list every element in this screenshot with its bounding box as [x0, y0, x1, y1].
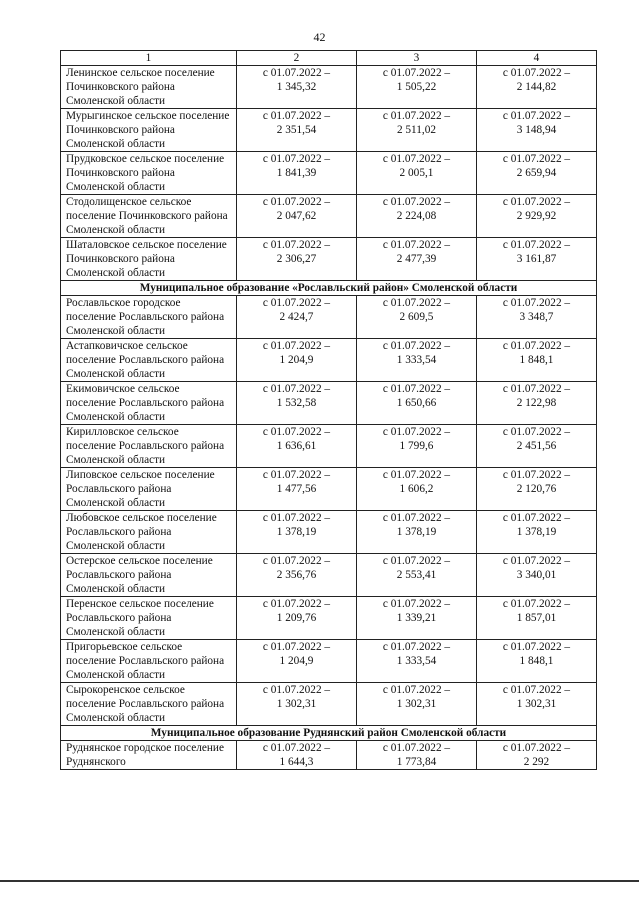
tariff-date: с 01.07.2022 –	[262, 469, 331, 481]
tariff-value: 2 929,92	[516, 210, 557, 222]
tariff-date: с 01.07.2022 –	[502, 67, 571, 79]
tariff-value: 1 333,54	[396, 655, 437, 667]
tariff-date: с 01.07.2022 –	[262, 153, 331, 165]
tariff-value: 2 553,41	[396, 569, 437, 581]
tariff-date: с 01.07.2022 –	[262, 426, 331, 438]
settlement-name: Кирилловское сельское поселение Рославльского района Смоленской области	[61, 425, 237, 468]
tariff-cell-4	[477, 152, 597, 195]
tariff-date: с 01.07.2022 –	[502, 383, 571, 395]
tariff-cell-2	[237, 683, 357, 726]
section-heading: Муниципальное образование Руднянский район Смоленской области	[61, 726, 597, 741]
tariff-cell-3	[357, 152, 477, 195]
tariff-cell-2	[237, 468, 357, 511]
tariff-value: 2 047,62	[276, 210, 317, 222]
settlement-name: Перенское сельское поселение Рославльского района Смоленской области	[61, 597, 237, 640]
settlement-name: Стодолищенское сельское поселение Починковского района Смоленской области	[61, 195, 237, 238]
tariff-cell-3	[357, 640, 477, 683]
tariff-value: 1 636,61	[276, 440, 317, 452]
table-row	[61, 425, 597, 468]
tariff-cell-2	[237, 425, 357, 468]
tariff-value: 1 841,39	[276, 167, 317, 179]
tariff-value: 1 799,6	[399, 440, 434, 452]
tariff-date: с 01.07.2022 –	[382, 742, 451, 754]
tariff-cell-4	[477, 296, 597, 339]
tariff-date: с 01.07.2022 –	[262, 512, 331, 524]
tariff-date: с 01.07.2022 –	[382, 469, 451, 481]
tariff-cell-4	[477, 597, 597, 640]
tariff-date: с 01.07.2022 –	[382, 641, 451, 653]
tariff-date: с 01.07.2022 –	[502, 239, 571, 251]
tariff-date: с 01.07.2022 –	[502, 426, 571, 438]
tariff-value: 2 306,27	[276, 253, 317, 265]
settlement-name: Руднянское городское поселение Руднянского	[61, 741, 237, 770]
tariff-cell-4	[477, 66, 597, 109]
table-row	[61, 741, 597, 770]
settlement-name: Пригорьевское сельское поселение Рославльского района Смоленской области	[61, 640, 237, 683]
tariff-cell-4	[477, 339, 597, 382]
tariff-table	[60, 50, 597, 770]
table-row	[61, 511, 597, 554]
tariff-cell-4	[477, 640, 597, 683]
tariff-cell-2	[237, 741, 357, 770]
settlement-name: Екимовичское сельское поселение Рославльского района Смоленской области	[61, 382, 237, 425]
tariff-cell-4	[477, 109, 597, 152]
tariff-cell-2	[237, 152, 357, 195]
tariff-value: 2 122,98	[516, 397, 557, 409]
tariff-value: 2 356,76	[276, 569, 317, 581]
tariff-date: с 01.07.2022 –	[382, 598, 451, 610]
tariff-cell-3	[357, 296, 477, 339]
tariff-value: 2 609,5	[399, 311, 434, 323]
tariff-cell-4	[477, 468, 597, 511]
table-row	[61, 640, 597, 683]
settlement-name: Мурыгинское сельское поселение Починковского района Смоленской области	[61, 109, 237, 152]
bottom-rule	[0, 880, 639, 882]
tariff-date: с 01.07.2022 –	[382, 110, 451, 122]
tariff-value: 2 451,56	[516, 440, 557, 452]
tariff-date: с 01.07.2022 –	[502, 469, 571, 481]
tariff-value: 3 348,7	[519, 311, 554, 323]
tariff-value: 1 773,84	[396, 756, 437, 768]
tariff-cell-2	[237, 597, 357, 640]
tariff-cell-4	[477, 741, 597, 770]
table-row	[61, 339, 597, 382]
tariff-date: с 01.07.2022 –	[382, 153, 451, 165]
tariff-cell-2	[237, 339, 357, 382]
tariff-value: 2 292	[523, 756, 550, 768]
tariff-date: с 01.07.2022 –	[502, 598, 571, 610]
tariff-date: с 01.07.2022 –	[502, 153, 571, 165]
table-row	[61, 195, 597, 238]
tariff-value: 1 302,31	[276, 698, 317, 710]
tariff-cell-3	[357, 511, 477, 554]
tariff-cell-3	[357, 741, 477, 770]
tariff-cell-3	[357, 554, 477, 597]
settlement-name: Шаталовское сельское поселение Починковского района Смоленской области	[61, 238, 237, 281]
tariff-value: 1 378,19	[276, 526, 317, 538]
section-heading-row	[61, 281, 597, 296]
tariff-cell-3	[357, 382, 477, 425]
tariff-value: 2 659,94	[516, 167, 557, 179]
tariff-value: 2 424,7	[279, 311, 314, 323]
table-row	[61, 382, 597, 425]
table-row	[61, 238, 597, 281]
tariff-date: с 01.07.2022 –	[262, 297, 331, 309]
settlement-name: Астапковичское сельское поселение Рославльского района Смоленской области	[61, 339, 237, 382]
tariff-value: 3 148,94	[516, 124, 557, 136]
tariff-value: 1 209,76	[276, 612, 317, 624]
tariff-value: 2 511,02	[396, 124, 437, 136]
tariff-cell-3	[357, 597, 477, 640]
tariff-date: с 01.07.2022 –	[262, 383, 331, 395]
settlement-name: Прудковское сельское поселение Починковского района Смоленской области	[61, 152, 237, 195]
tariff-value: 1 333,54	[396, 354, 437, 366]
tariff-date: с 01.07.2022 –	[382, 297, 451, 309]
tariff-value: 1 302,31	[396, 698, 437, 710]
tariff-cell-3	[357, 195, 477, 238]
tariff-date: с 01.07.2022 –	[502, 684, 571, 696]
section-heading: Муниципальное образование «Рославльский район» Смоленской области	[61, 281, 597, 296]
table-row	[61, 683, 597, 726]
tariff-cell-3	[357, 425, 477, 468]
tariff-date: с 01.07.2022 –	[502, 340, 571, 352]
settlement-name: Остерское сельское поселение Рославльского района Смоленской области	[61, 554, 237, 597]
tariff-value: 1 378,19	[516, 526, 557, 538]
tariff-cell-2	[237, 511, 357, 554]
tariff-value: 2 224,08	[396, 210, 437, 222]
tariff-date: с 01.07.2022 –	[382, 684, 451, 696]
tariff-date: с 01.07.2022 –	[382, 383, 451, 395]
tariff-cell-3	[357, 468, 477, 511]
tariff-value: 1 204,9	[279, 354, 314, 366]
tariff-value: 2 477,39	[396, 253, 437, 265]
tariff-date: с 01.07.2022 –	[502, 512, 571, 524]
tariff-date: с 01.07.2022 –	[262, 742, 331, 754]
tariff-cell-3	[357, 238, 477, 281]
tariff-cell-4	[477, 554, 597, 597]
tariff-value: 3 161,87	[516, 253, 557, 265]
tariff-date: с 01.07.2022 –	[382, 67, 451, 79]
tariff-cell-2	[237, 382, 357, 425]
settlement-name: Любовское сельское поселение Рославльского района Смоленской области	[61, 511, 237, 554]
tariff-value: 2 005,1	[399, 167, 434, 179]
tariff-cell-3	[357, 339, 477, 382]
column-header-3: 3	[357, 51, 477, 66]
table-row	[61, 597, 597, 640]
table-row	[61, 66, 597, 109]
tariff-date: с 01.07.2022 –	[502, 641, 571, 653]
tariff-value: 1 857,01	[516, 612, 557, 624]
tariff-date: с 01.07.2022 –	[382, 512, 451, 524]
tariff-date: с 01.07.2022 –	[262, 340, 331, 352]
table-row	[61, 109, 597, 152]
tariff-value: 1 204,9	[279, 655, 314, 667]
tariff-value: 1 848,1	[519, 655, 554, 667]
tariff-value: 1 532,58	[276, 397, 317, 409]
settlement-name: Рославльское городское поселение Рославльского района Смоленской области	[61, 296, 237, 339]
tariff-value: 1 339,21	[396, 612, 437, 624]
column-header-2: 2	[237, 51, 357, 66]
tariff-cell-2	[237, 296, 357, 339]
tariff-value: 2 351,54	[276, 124, 317, 136]
tariff-cell-3	[357, 109, 477, 152]
table-row	[61, 554, 597, 597]
tariff-date: с 01.07.2022 –	[382, 340, 451, 352]
tariff-value: 3 340,01	[516, 569, 557, 581]
tariff-cell-4	[477, 238, 597, 281]
settlement-name: Липовское сельское поселение Рославльского района Смоленской области	[61, 468, 237, 511]
settlement-name: Ленинское сельское поселение Починковского района Смоленской области	[61, 66, 237, 109]
tariff-cell-3	[357, 66, 477, 109]
tariff-cell-3	[357, 683, 477, 726]
table-header-row	[61, 51, 597, 66]
tariff-date: с 01.07.2022 –	[262, 110, 331, 122]
table-row	[61, 152, 597, 195]
tariff-date: с 01.07.2022 –	[502, 297, 571, 309]
tariff-date: с 01.07.2022 –	[262, 239, 331, 251]
tariff-date: с 01.07.2022 –	[502, 555, 571, 567]
tariff-date: с 01.07.2022 –	[382, 239, 451, 251]
tariff-value: 2 144,82	[516, 81, 557, 93]
tariff-date: с 01.07.2022 –	[502, 196, 571, 208]
tariff-cell-4	[477, 382, 597, 425]
tariff-date: с 01.07.2022 –	[382, 426, 451, 438]
tariff-date: с 01.07.2022 –	[382, 555, 451, 567]
tariff-value: 1 505,22	[396, 81, 437, 93]
tariff-cell-2	[237, 195, 357, 238]
tariff-value: 1 302,31	[516, 698, 557, 710]
tariff-cell-2	[237, 554, 357, 597]
tariff-cell-4	[477, 195, 597, 238]
tariff-value: 1 378,19	[396, 526, 437, 538]
tariff-cell-4	[477, 425, 597, 468]
tariff-value: 1 848,1	[519, 354, 554, 366]
tariff-date: с 01.07.2022 –	[262, 641, 331, 653]
tariff-cell-4	[477, 683, 597, 726]
section-heading-row	[61, 726, 597, 741]
tariff-date: с 01.07.2022 –	[262, 684, 331, 696]
tariff-value: 1 345,32	[276, 81, 317, 93]
tariff-value: 1 650,66	[396, 397, 437, 409]
page-number: 42	[313, 30, 326, 44]
table-row	[61, 296, 597, 339]
tariff-cell-2	[237, 109, 357, 152]
tariff-date: с 01.07.2022 –	[262, 196, 331, 208]
tariff-date: с 01.07.2022 –	[262, 555, 331, 567]
table-row	[61, 468, 597, 511]
tariff-cell-2	[237, 640, 357, 683]
settlement-name: Сырокоренское сельское поселение Рославльского района Смоленской области	[61, 683, 237, 726]
tariff-value: 1 644,3	[279, 756, 314, 768]
tariff-date: с 01.07.2022 –	[502, 110, 571, 122]
column-header-4: 4	[477, 51, 597, 66]
column-header-1: 1	[61, 51, 237, 66]
tariff-date: с 01.07.2022 –	[502, 742, 571, 754]
tariff-value: 2 120,76	[516, 483, 557, 495]
tariff-cell-4	[477, 511, 597, 554]
tariff-date: с 01.07.2022 –	[262, 598, 331, 610]
table-body	[61, 66, 597, 770]
tariff-cell-2	[237, 238, 357, 281]
tariff-value: 1 477,56	[276, 483, 317, 495]
tariff-date: с 01.07.2022 –	[382, 196, 451, 208]
tariff-value: 1 606,2	[399, 483, 434, 495]
tariff-cell-2	[237, 66, 357, 109]
tariff-date: с 01.07.2022 –	[262, 67, 331, 79]
